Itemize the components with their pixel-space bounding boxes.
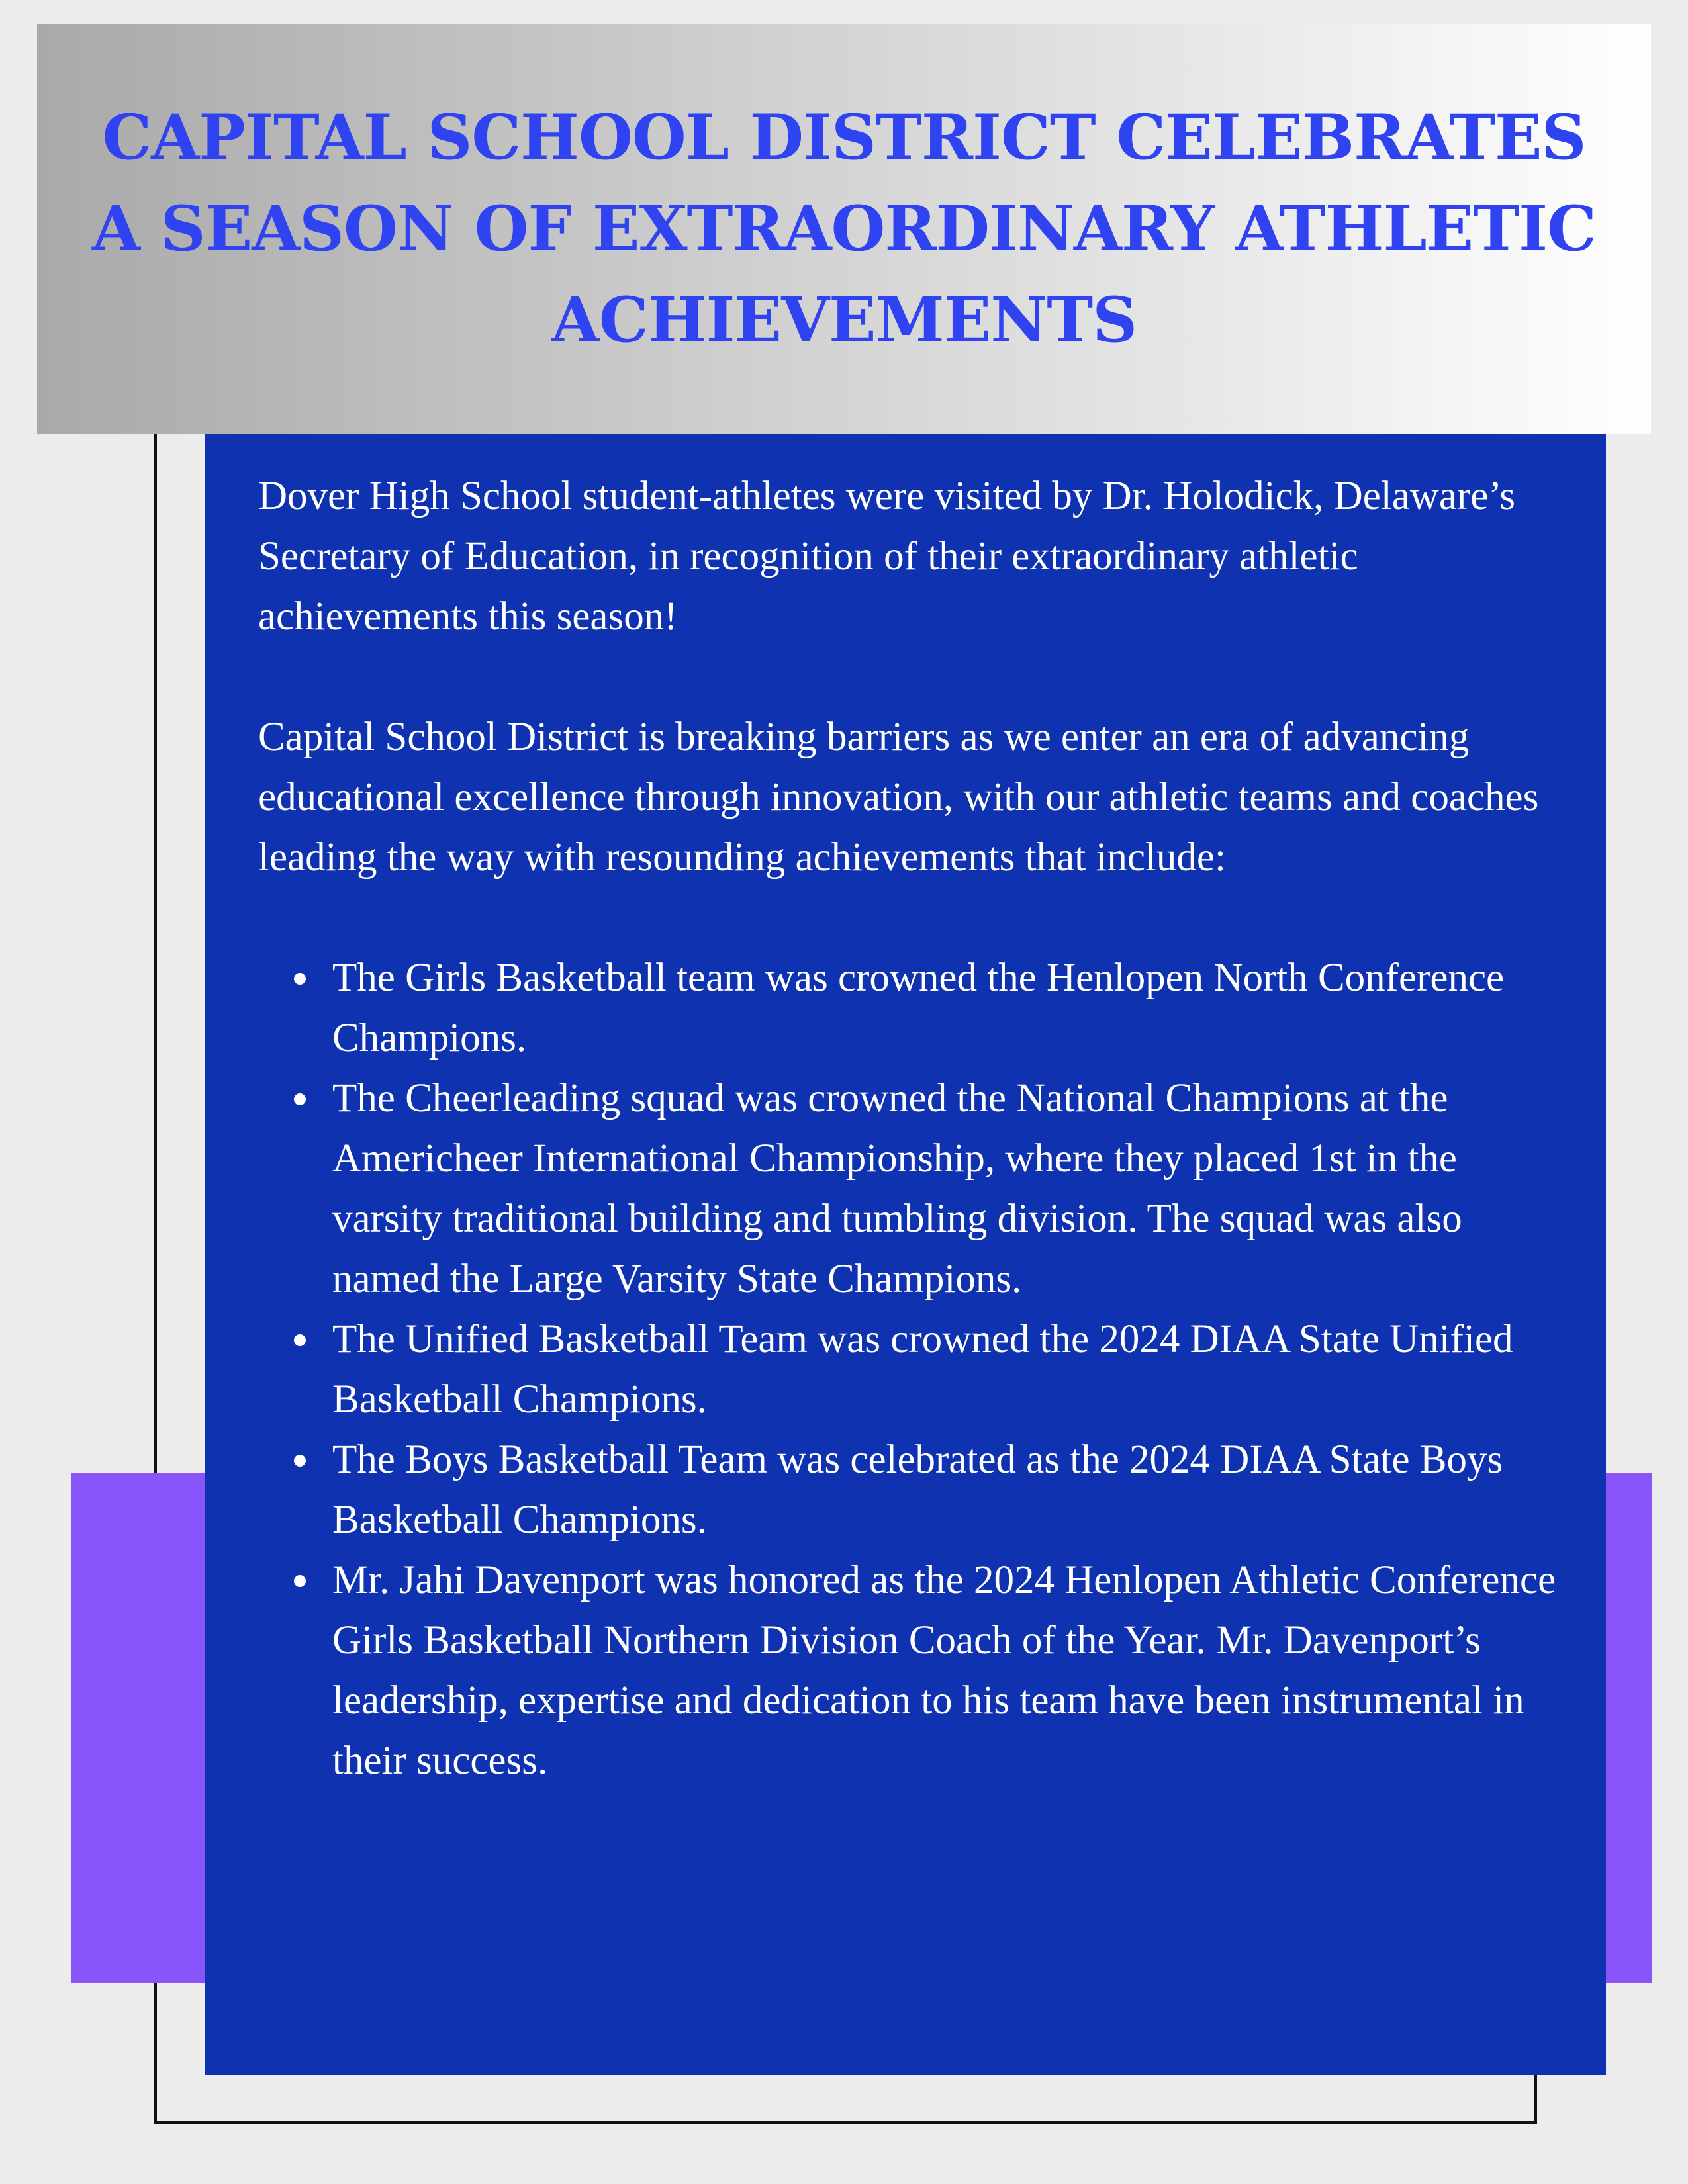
bullet-icon [294,1455,306,1467]
list-item [332,1550,1560,1791]
achievement-text: The Unified Basketball Team was crowned the 2024 DIAA State Unified Basketball Champions. [332,1317,1513,1422]
list-item [332,948,1560,1068]
list-item [332,1430,1560,1550]
intro-paragraph: Dover High School student-athletes were visited by Dr. Holodick, Delaware’s Secretary of Education, in recognition of their extraordinary athletic achievements this season! [258,474,1516,639]
header-banner [37,24,1651,434]
bullet-icon [294,1093,306,1105]
page-title: CAPITAL SCHOOL DISTRICT CELEBRATES A SEASON OF EXTRAORDINARY ATHLETIC ACHIEVEMENTS [92,101,1596,357]
bullet-icon [294,1575,306,1587]
bullet-icon [294,1334,306,1346]
achievements-list [258,948,1560,1791]
achievement-text: The Cheerleading squad was crowned the National Champions at the Americheer International Championship, where they placed 1st in the varsity traditional building and tumbling division. The squad was also named the Large Varsity State Champions. [332,1076,1462,1301]
lead-paragraph: Capital School District is breaking barriers as we enter an era of advancing educational excellence through innovation, with our athletic teams and coaches leading the way with resounding achievements that include: [258,715,1539,880]
list-item [332,1309,1560,1430]
list-item [332,1068,1560,1309]
article-body [205,434,1606,2075]
bullet-icon [294,973,306,985]
achievement-text: The Boys Basketball Team was celebrated as the 2024 DIAA State Boys Basketball Champions. [332,1437,1503,1542]
achievement-text: The Girls Basketball team was crowned the Henlopen North Conference Champions. [332,956,1505,1060]
achievement-text: Mr. Jahi Davenport was honored as the 2024 Henlopen Athletic Conference Girls Basketball Northern Division Coach of the Year. Mr. Davenport’s leadership, expertise and dedication to his team have been instrumental in their success. [332,1558,1556,1783]
